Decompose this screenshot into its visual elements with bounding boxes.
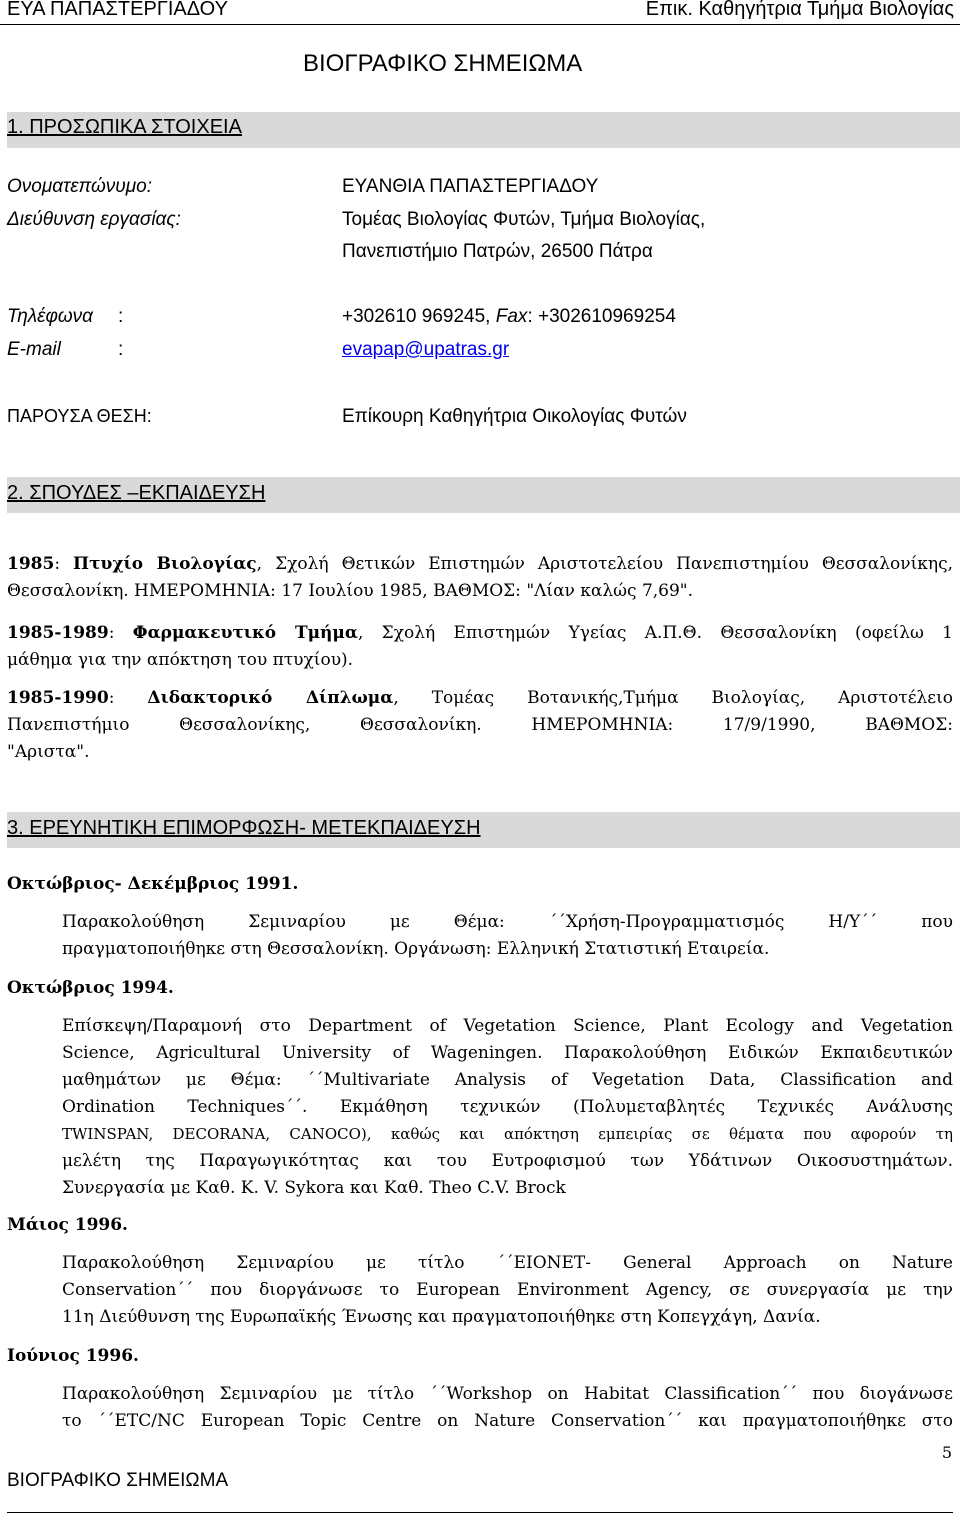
fax-label: Fax bbox=[495, 306, 528, 327]
phone-colon: : bbox=[118, 306, 124, 327]
email-link[interactable]: evapap@upatras.gr bbox=[342, 339, 510, 360]
education-entry-2-line-1: 1985-1989: Φαρμακευτικό Τμήμα, Σχολή Επιστημών Υγείας Α.Π.Θ. Θεσσαλονίκη (οφείλω 1 bbox=[7, 623, 953, 643]
training-4-text: Παρακολούθηση Σεμιναρίου με τίτλο ΄΄Workshop on Habitat Classification΄΄ που διογάνωσε το ΄΄ETC/NC European Topic Centre on Nature Conservation΄΄ και πραγματοποιήθηκε στο bbox=[62, 1384, 953, 1431]
section-1-title: 1. ΠΡΟΣΩΠΙΚΑ ΣΤΟΙΧΕΙΑ bbox=[7, 116, 242, 138]
address-line-1: Τομέας Βιολογίας Φυτών, Τμήμα Βιολογίας, bbox=[342, 209, 706, 230]
education-entry-1-degree: Πτυχίο Βιολογίας bbox=[73, 554, 257, 574]
phone-number: +302610 969245, bbox=[342, 306, 491, 327]
footer-rule bbox=[7, 1512, 953, 1513]
name-label: Ονοματεπώνυμο: bbox=[7, 176, 153, 197]
phone-label: Τηλέφωνα bbox=[7, 306, 93, 327]
education-entry-1-year: 1985 bbox=[7, 554, 55, 574]
page-number: 5 bbox=[941, 1443, 952, 1462]
education-entry-3-line-1: 1985-1990: Διδακτορικό Δίπλωμα, Τομέας Βοτανικής,Τμήμα Βιολογίας, Αριστοτέλειο bbox=[7, 688, 953, 708]
education-entry-3 bbox=[7, 685, 953, 766]
education-entry-2-degree: Φαρμακευτικό Τμήμα bbox=[132, 623, 358, 643]
education-entry-1-line-1: 1985: Πτυχίο Βιολογίας, Σχολή Θετικών Επιστημών Αριστοτελείου Πανεπιστημίου Θεσσαλονίκης, bbox=[7, 554, 953, 574]
education-entry-2 bbox=[7, 620, 953, 674]
running-header bbox=[0, 0, 960, 25]
name-value: ΕΥΑΝΘΙΑ ΠΑΠΑΣΤΕΡΓΙΑΔΟΥ bbox=[342, 176, 599, 197]
education-entry-3-degree: Διδακτορικό Δίπλωμα bbox=[147, 688, 394, 708]
header-author: ΕΥΑ ΠΑΠΑΣΤΕΡΓΙΑΔΟΥ bbox=[7, 0, 228, 20]
training-2-text: Επίσκεψη/Παραμονή στο Department of Vegetation Science, Plant Ecology and Vegetation Science, Agricultural University of Wageningen. Παρακολούθηση Ειδικών Εκπαιδευτικών μαθημάτων με Θέμα: ΄΄Multivariate Analysis of Vegetation Data, Classification and Ordination Techniques΄΄. Εκμάθηση τεχνικών (Πολυμεταβλητές Τεχνικές Ανάλυσης TWINSPAN, DECORANA, CANOCO), καθώς και απόκτηση εμπειρίας σε θέματα που αφορούν τη μελέτη της Παραγωγικότητας και του Ευτροφισμού των Υδάτινων Οικοσυστημάτων. Συνεργασία με Καθ. Κ. V. Sykora και Καθ. Theo C.V. Brock bbox=[62, 1016, 953, 1198]
education-entry-1-line-2: Θεσσαλονίκη. ΗΜΕΡΟΜΗΝΙΑ: 17 Ιουλίου 1985, ΒΑΘΜΟΣ: "Λίαν καλώς 7,69". bbox=[7, 581, 694, 601]
education-entry-3-year: 1985-1990 bbox=[7, 688, 109, 708]
email-colon: : bbox=[118, 339, 124, 360]
education-entry-2-year: 1985-1989 bbox=[7, 623, 109, 643]
education-entry-2-line-2: μάθημα για την απόκτηση του πτυχίου). bbox=[7, 650, 354, 670]
fax-number: : +302610969254 bbox=[527, 306, 676, 327]
position-value: Επίκουρη Καθηγήτρια Οικολογίας Φυτών bbox=[342, 406, 687, 427]
training-3-text: Παρακολούθηση Σεμιναρίου με τίτλο ΄΄ΕΙΟΝΕΤ- General Approach on Nature Conservation΄΄ που διοργάνωσε το European Environment Agency, σε συνεργασία με την 11η Διεύθυνση της Ευρωπαϊκής Ένωσης και πραγματοποιήθηκε στη Κοπεγχάγη, Δανία. bbox=[62, 1253, 953, 1327]
phone-value bbox=[342, 306, 676, 328]
section-3-title: 3. ΕΡΕΥΝΗΤΙΚΗ ΕΠΙΜΟΡΦΩΣΗ- ΜΕΤΕΚΠΑΙΔΕΥΣΗ bbox=[7, 817, 481, 839]
address-label: Διεύθυνση εργασίας: bbox=[7, 209, 181, 230]
training-1-date: Οκτώβριος- Δεκέμβριος 1991. bbox=[7, 874, 299, 894]
education-entry-3-line-2: Πανεπιστήμιο Θεσσαλονίκης, Θεσσαλονίκη. ΗΜΕΡΟΜΗΝΙΑ: 17/9/1990, ΒΑΘΜΟΣ: bbox=[7, 715, 953, 735]
education-entry-3-line-3: "Αριστα". bbox=[7, 742, 90, 762]
email-label: E-mail bbox=[7, 339, 61, 360]
training-1-text: Παρακολούθηση Σεμιναρίου με Θέμα: ΄΄Χρήση-Προγραμματισμός Η/Υ΄΄ που πραγματοποιήθηκε στη Θεσσαλονίκη. Οργάνωση: Ελληνική Στατιστική Εταιρεία. bbox=[62, 912, 953, 959]
address-line-2: Πανεπιστήμιο Πατρών, 26500 Πάτρα bbox=[342, 241, 653, 262]
position-label: ΠΑΡΟΥΣΑ ΘΕΣΗ: bbox=[7, 406, 152, 426]
training-2-date: Οκτώβριος 1994. bbox=[7, 978, 174, 998]
footer-label: ΒΙΟΓΡΑΦΙΚΟ ΣΗΜΕΙΩΜΑ bbox=[7, 1470, 229, 1491]
section-2-title: 2. ΣΠΟΥΔΕΣ –ΕΚΠΑΙΔΕΥΣΗ bbox=[7, 482, 266, 504]
training-4-date: Ιούνιος 1996. bbox=[7, 1346, 139, 1366]
training-3-date: Μάιος 1996. bbox=[7, 1215, 128, 1235]
header-position: Επικ. Καθηγήτρια Τμήμα Βιολογίας bbox=[645, 0, 954, 20]
education-entry-1 bbox=[7, 551, 953, 605]
document-title: ΒΙΟΓΡΑΦΙΚΟ ΣΗΜΕΙΩΜΑ bbox=[303, 50, 583, 77]
